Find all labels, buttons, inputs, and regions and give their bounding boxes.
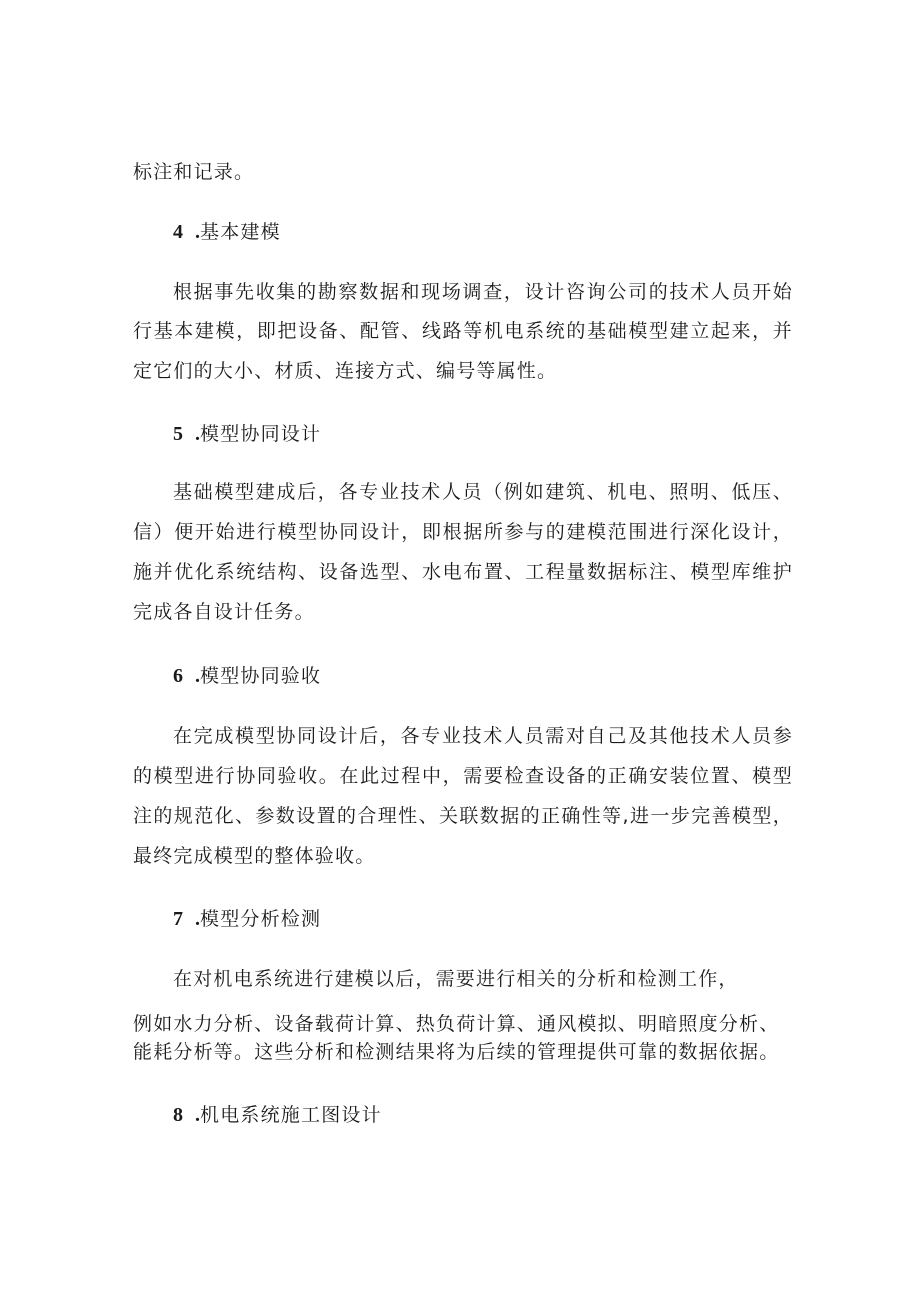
paragraph-line: 的模型进行协同验收。在此过程中，需要检查设备的正确安装位置、模型 [133, 765, 793, 787]
section-number: 7 [173, 908, 183, 930]
paragraph-line: 信）便开始进行模型协同设计，即根据所参与的建模范围进行深化设计， [133, 521, 793, 543]
paragraph-line: 定它们的大小、材质、连接方式、编号等属性。 [133, 360, 558, 382]
paragraph-line: 标注和记录。 [133, 161, 255, 183]
paragraph-line: 基础模型建成后，各专业技术人员（例如建筑、机电、照明、低压、 [173, 481, 793, 503]
section-number: 5 [173, 423, 183, 445]
section-dot: . [195, 665, 200, 687]
paragraph-line: 行基本建模，即把设备、配管、线路等机电系统的基础模型建立起来，并 [133, 320, 793, 342]
paragraph-line: 最终完成模型的整体验收。 [133, 845, 376, 867]
section-dot: . [195, 221, 200, 243]
paragraph-line: 在完成模型协同设计后，各专业技术人员需对自己及其他技术人员参 [173, 725, 793, 747]
paragraph-line: 施并优化系统结构、设备选型、水电布置、工程量数据标注、模型库维护 [133, 561, 793, 583]
section-title: 模型协同设计 [200, 423, 322, 445]
section-heading-8 [173, 1103, 382, 1127]
section-dot: . [195, 908, 200, 930]
section-heading-5 [173, 422, 321, 446]
section-number: 4 [173, 221, 183, 243]
section-number: 6 [173, 665, 183, 687]
paragraph-line: 注的规范化、参数设置的合理性、关联数据的正确性等,进一步完善模型， [133, 805, 793, 827]
section-dot: . [195, 1104, 200, 1126]
section-heading-7 [173, 907, 321, 931]
section-title: 基本建模 [200, 221, 281, 243]
section-heading-4 [173, 220, 281, 244]
section-dot: . [195, 423, 200, 445]
paragraph-line: 在对机电系统进行建模以后，需要进行相关的分析和检测工作， [173, 968, 739, 990]
section-heading-6 [173, 664, 321, 688]
section-title: 模型分析检测 [200, 908, 322, 930]
section-title: 模型协同验收 [200, 665, 322, 687]
section-number: 8 [173, 1104, 183, 1126]
paragraph-line: 能耗分析等。这些分析和检测结果将为后续的管理提供可靠的数据依据。 [133, 1041, 780, 1063]
paragraph-line: 根据事先收集的勘察数据和现场调查，设计咨询公司的技术人员开始 [173, 281, 793, 303]
paragraph-line: 例如水力分析、设备载荷计算、热负荷计算、通风模拟、明暗照度分析、 [133, 1013, 780, 1035]
paragraph-line: 完成各自设计任务。 [133, 601, 315, 623]
section-title: 机电系统施工图设计 [200, 1104, 382, 1126]
